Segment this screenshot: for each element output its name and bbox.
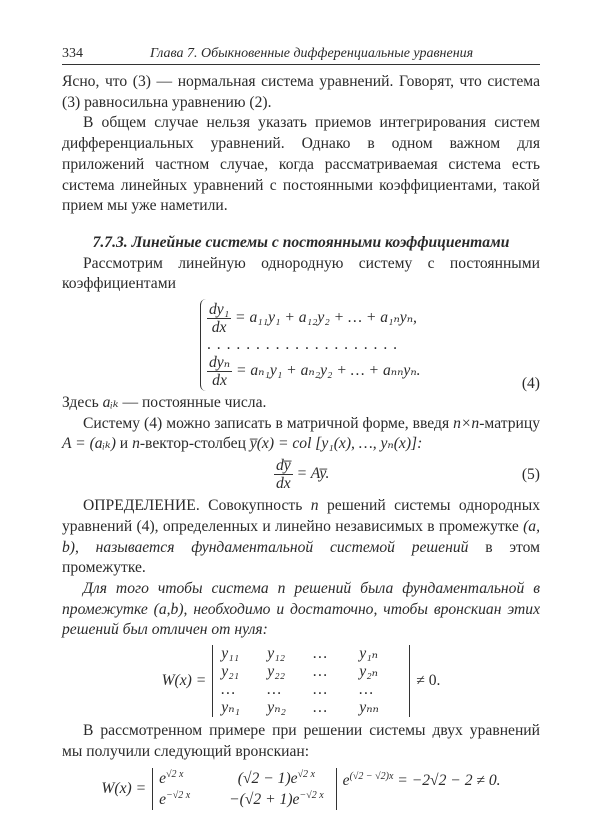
exponent: √2 x: [297, 768, 315, 780]
equation-5-row: [62, 457, 540, 492]
math: A = (aᵢₖ): [62, 435, 116, 453]
determinant-entry: …: [221, 681, 236, 699]
text: ,: [75, 538, 96, 556]
determinant-entry: yₙ₁: [221, 699, 240, 717]
definition: [62, 496, 540, 579]
math: n×n: [453, 414, 480, 432]
denominator: dx: [212, 372, 227, 390]
determinant-entry: …: [359, 681, 374, 699]
wronskian-rhs: ≠ 0.: [416, 672, 441, 690]
eq2-rhs: = aₙ₁y₁ + aₙ₂y₂ + … + aₙₙyₙ.: [235, 362, 421, 380]
fraction: [207, 301, 231, 336]
math: n: [132, 435, 140, 453]
math: aᵢₖ: [102, 394, 119, 412]
system-eq1: [207, 299, 421, 338]
math: (a, b): [62, 517, 540, 556]
math: y̅(x) = col [y₁(x), …, yₙ(x)]:: [249, 435, 423, 453]
exponent: (√2 − √2)x: [349, 771, 394, 783]
text: решений системы однородных уравнений (4), определенных и линейно независимых в промежутке: [62, 497, 540, 535]
wronskian-general-row: [62, 645, 540, 717]
page-header: [62, 44, 540, 65]
text: -вектор-столбец: [139, 435, 250, 453]
result: = −2√2 − 2 ≠ 0.: [397, 772, 501, 790]
paragraph-6: В рассмотренном примере при решении системы двух уравнений мы получили следующий вронскиан:: [62, 722, 540, 760]
numerator: dy₁: [209, 301, 230, 319]
determinant-entry: y₂₁: [221, 663, 240, 681]
determinant-entry: …: [313, 645, 328, 663]
page-number: 334: [62, 46, 83, 61]
system-dots: . . . . . . . . . . . . . . . . . . . .: [207, 336, 399, 354]
eq5-rhs: = Ay̅.: [296, 465, 330, 483]
determinant-entry: …: [313, 681, 328, 699]
determinant-entry: yₙₙ: [359, 699, 379, 717]
equation-5: [274, 457, 329, 492]
determinant-entry: y₁₁: [221, 645, 240, 663]
running-title: Глава 7. Обыкновенные дифференциальные уравнения: [150, 46, 474, 61]
system-brace: [200, 299, 421, 391]
determinant-entry: …: [313, 663, 328, 681]
determinant-entry: y₂ₙ: [359, 663, 378, 681]
fraction: [207, 354, 232, 389]
determinant-example: [152, 768, 337, 810]
entry: e: [159, 790, 167, 808]
determinant-row: [219, 699, 403, 717]
denominator: dx: [276, 475, 291, 493]
exponent: −√2 x: [166, 789, 191, 801]
paragraph-4: [62, 393, 540, 414]
theorem: Для того чтобы система n решений была фундаментальной в промежутке (a,b), необходимо и достаточно, чтобы вронскиан этих решений был отличен от нуля:: [62, 579, 540, 639]
text: Систему (4) можно записать в матричной форме, введя: [83, 414, 454, 432]
fraction: [274, 457, 293, 492]
determinant-entry: y₁ₙ: [359, 645, 378, 663]
determinant-entry: …: [267, 681, 282, 699]
exponent: −√2 x: [299, 789, 324, 801]
determinant-general: [212, 645, 410, 717]
defined-term: называется фундаментальной системой решений: [95, 538, 469, 556]
wronskian-example-row: [62, 768, 540, 810]
entry: (√2 − 1)e: [237, 769, 298, 787]
equation-label-5: (5): [521, 466, 540, 484]
determinant-entry: yₙ₂: [267, 699, 286, 717]
entry: e: [159, 769, 167, 787]
paragraph-5: [62, 414, 540, 455]
example-rhs: [343, 768, 501, 790]
paragraph-1: Ясно, что (3) — нормальная система уравнений. Говорят, что система (3) равносильна уравнению (2).: [62, 73, 540, 111]
paragraph-3: Рассмотрим линейную однородную систему с постоянными коэффициентами: [62, 254, 540, 293]
determinant-row: [219, 645, 403, 663]
equation-label-4: (4): [521, 375, 540, 393]
determinant-entry: y₂₂: [267, 663, 286, 681]
eq1-rhs: = a₁₁y₁ + a₁₂y₂ + … + a₁ₙyₙ,: [235, 309, 417, 327]
system-block: [62, 299, 421, 391]
system-eq2: [207, 352, 421, 391]
section-heading: 7.7.3. Линейные системы с постоянными коэффициентами: [92, 233, 510, 251]
math: n: [310, 497, 319, 515]
entry: −(√2 + 1)e: [229, 790, 300, 808]
wronskian-lhs: W(x) =: [161, 672, 207, 690]
denominator: dx: [211, 319, 227, 337]
determinant-row: [219, 663, 403, 681]
text: Здесь: [62, 394, 103, 412]
example-lhs: W(x) =: [101, 780, 147, 798]
text: ОПРЕДЕЛЕНИЕ. Совокупность: [83, 497, 311, 515]
page-column: [62, 0, 540, 824]
paragraph-2: В общем случае нельзя указать приемов интегрирования систем дифференциальных уравнений. Однако в одном важном для приложений частном случае, когда рассматриваемая система есть система линейных уравнений с постоянными коэффициентами, такой прием мы уже наметили.: [62, 114, 540, 215]
system-4: [62, 295, 540, 393]
text: -матрицу: [479, 414, 540, 432]
text: — постоянные числа.: [118, 394, 267, 412]
exponent: √2 x: [166, 768, 184, 780]
determinant-row: [219, 681, 403, 699]
text: в этом промежутке.: [62, 538, 540, 577]
determinant-entry: y₁₂: [267, 645, 286, 663]
text: и: [115, 435, 133, 453]
numerator: dyₙ: [209, 354, 231, 372]
factor: e: [342, 772, 350, 790]
numerator: dy̅: [276, 457, 291, 475]
determinant-entry: …: [313, 699, 328, 717]
